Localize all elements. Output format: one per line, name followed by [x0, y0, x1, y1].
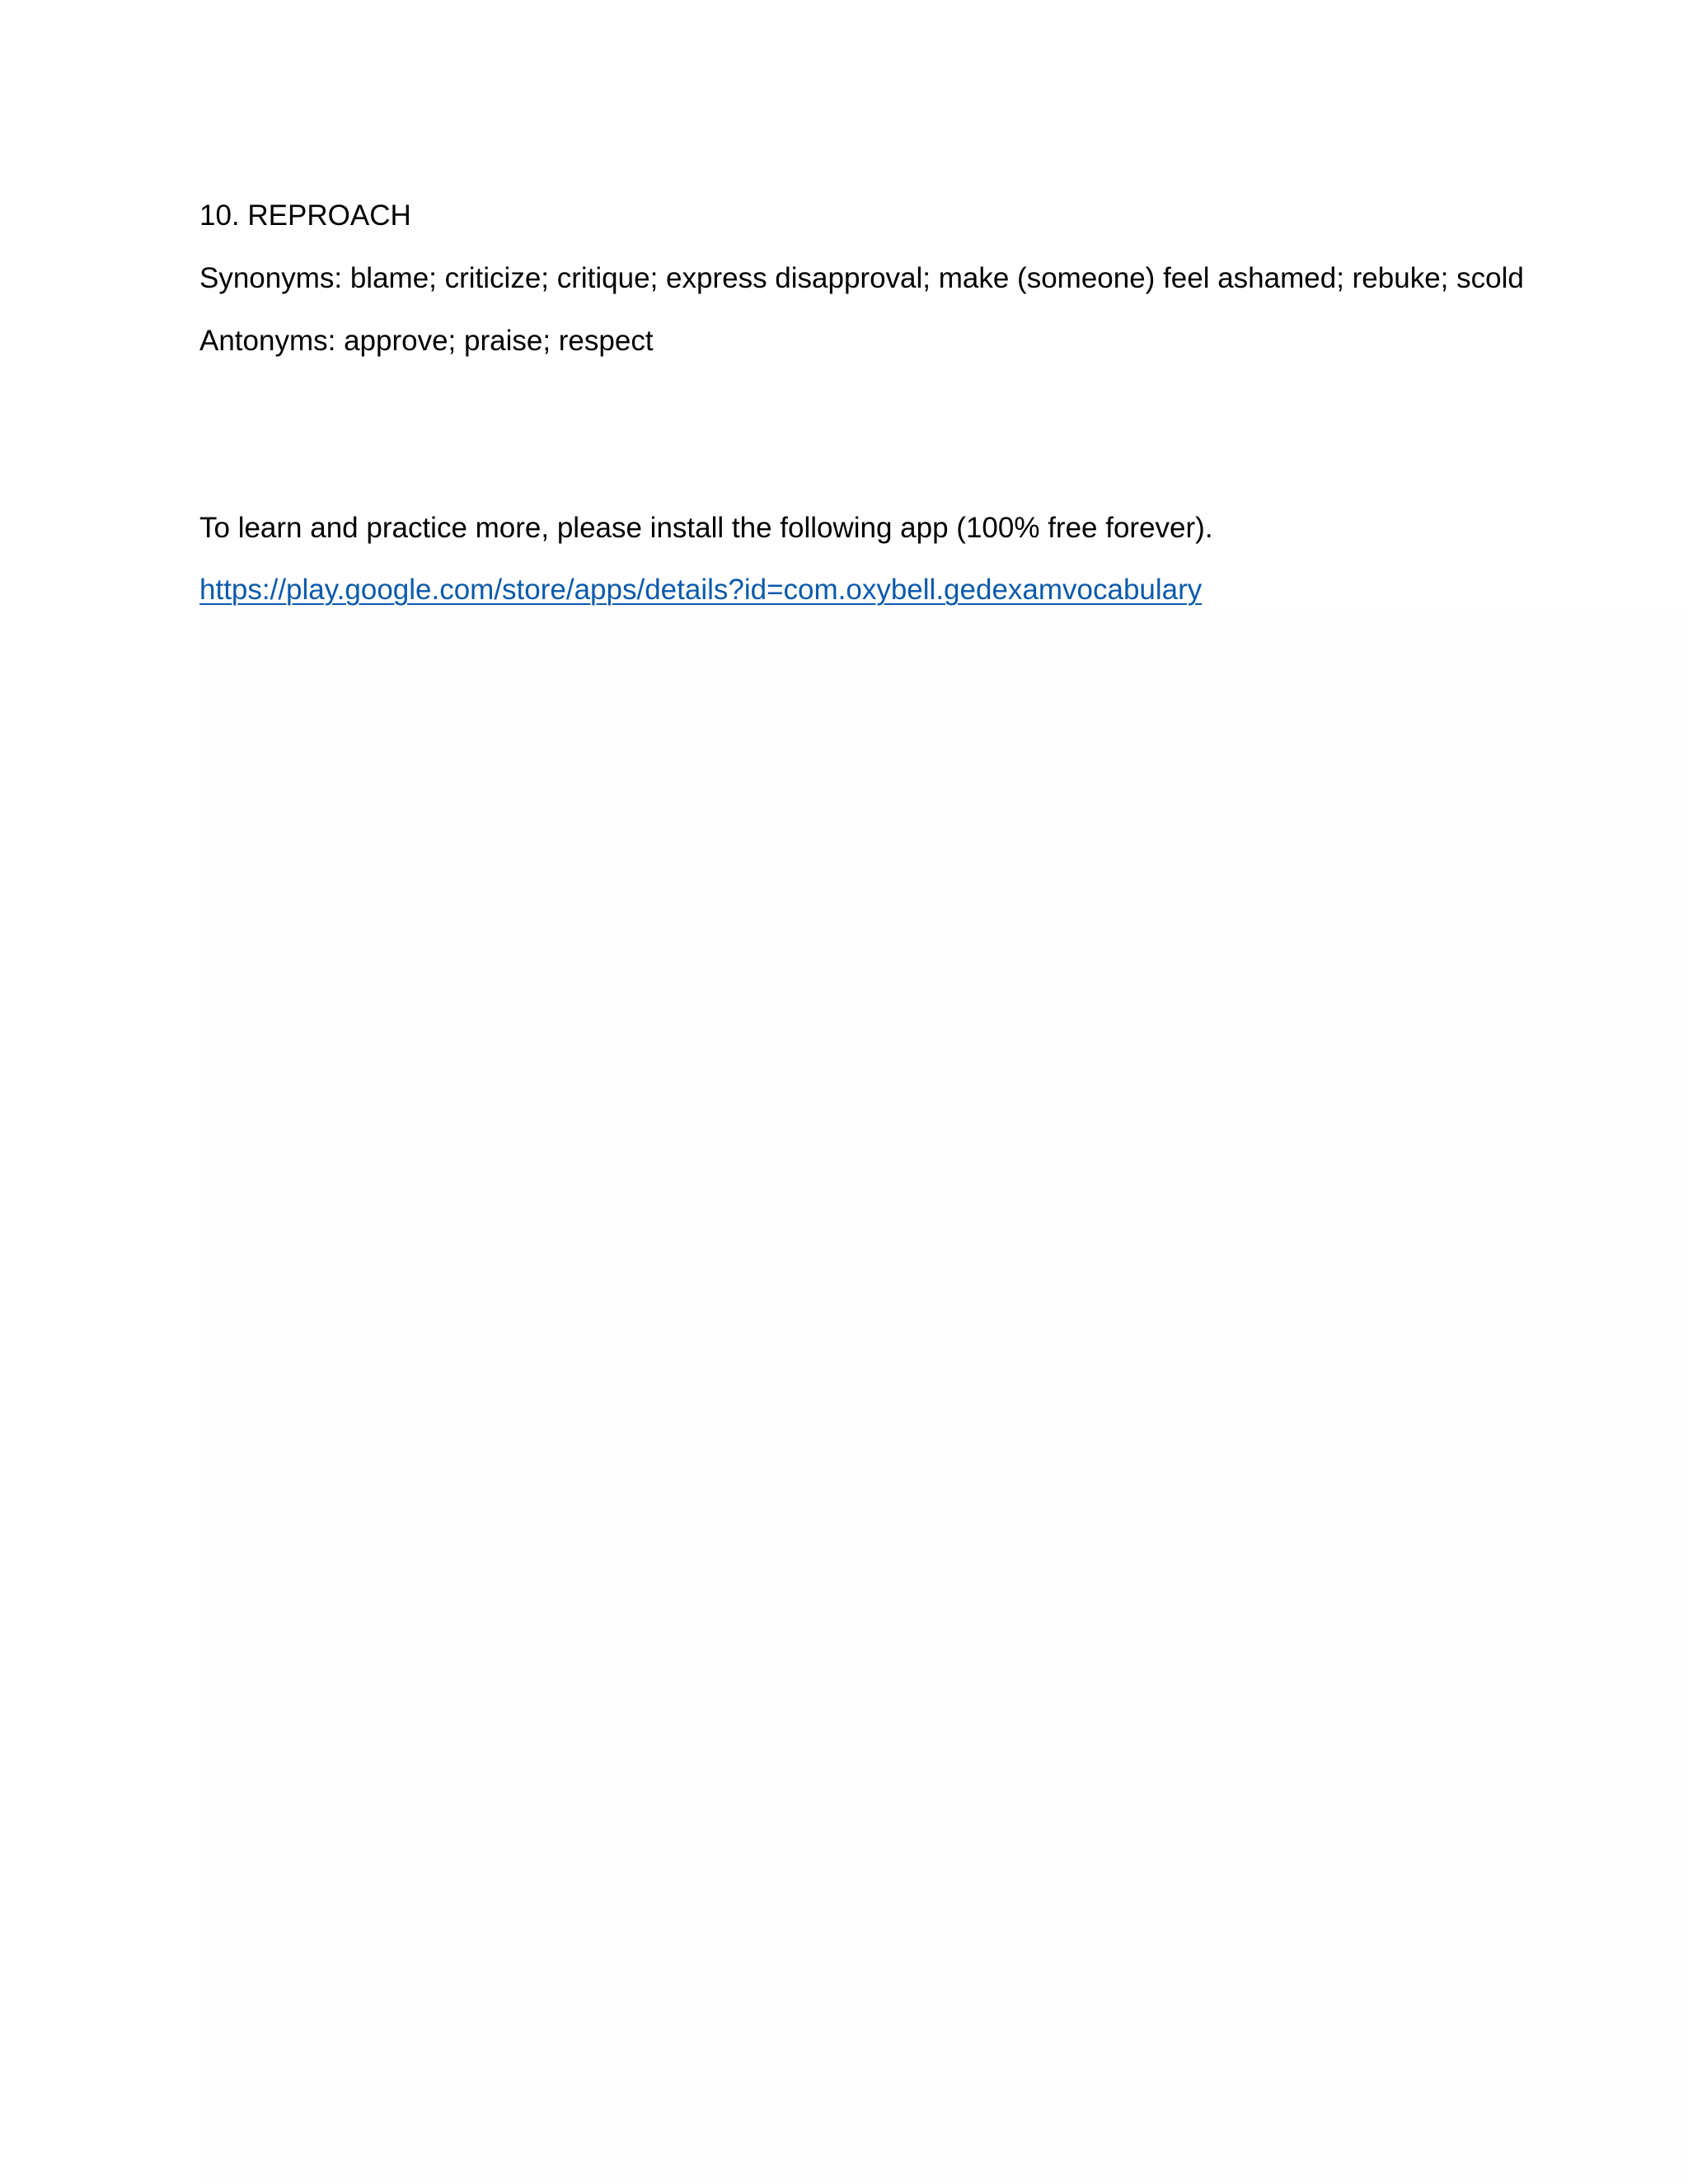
app-store-link[interactable]: https://play.google.com/store/apps/details?id=com.oxybell.gedexamvocabulary — [199, 574, 1203, 606]
antonyms-line: Antonyms: approve; praise; respect — [199, 325, 654, 357]
entry-heading: 10. REPROACH — [199, 199, 411, 232]
synonyms-line: Synonyms: blame; criticize; critique; express disapproval; make (someone) feel ashamed; rebuke; scold — [199, 262, 1524, 294]
page-shading — [199, 610, 1688, 2184]
promo-text: To learn and practice more, please install the following app (100% free forever). — [199, 512, 1213, 544]
